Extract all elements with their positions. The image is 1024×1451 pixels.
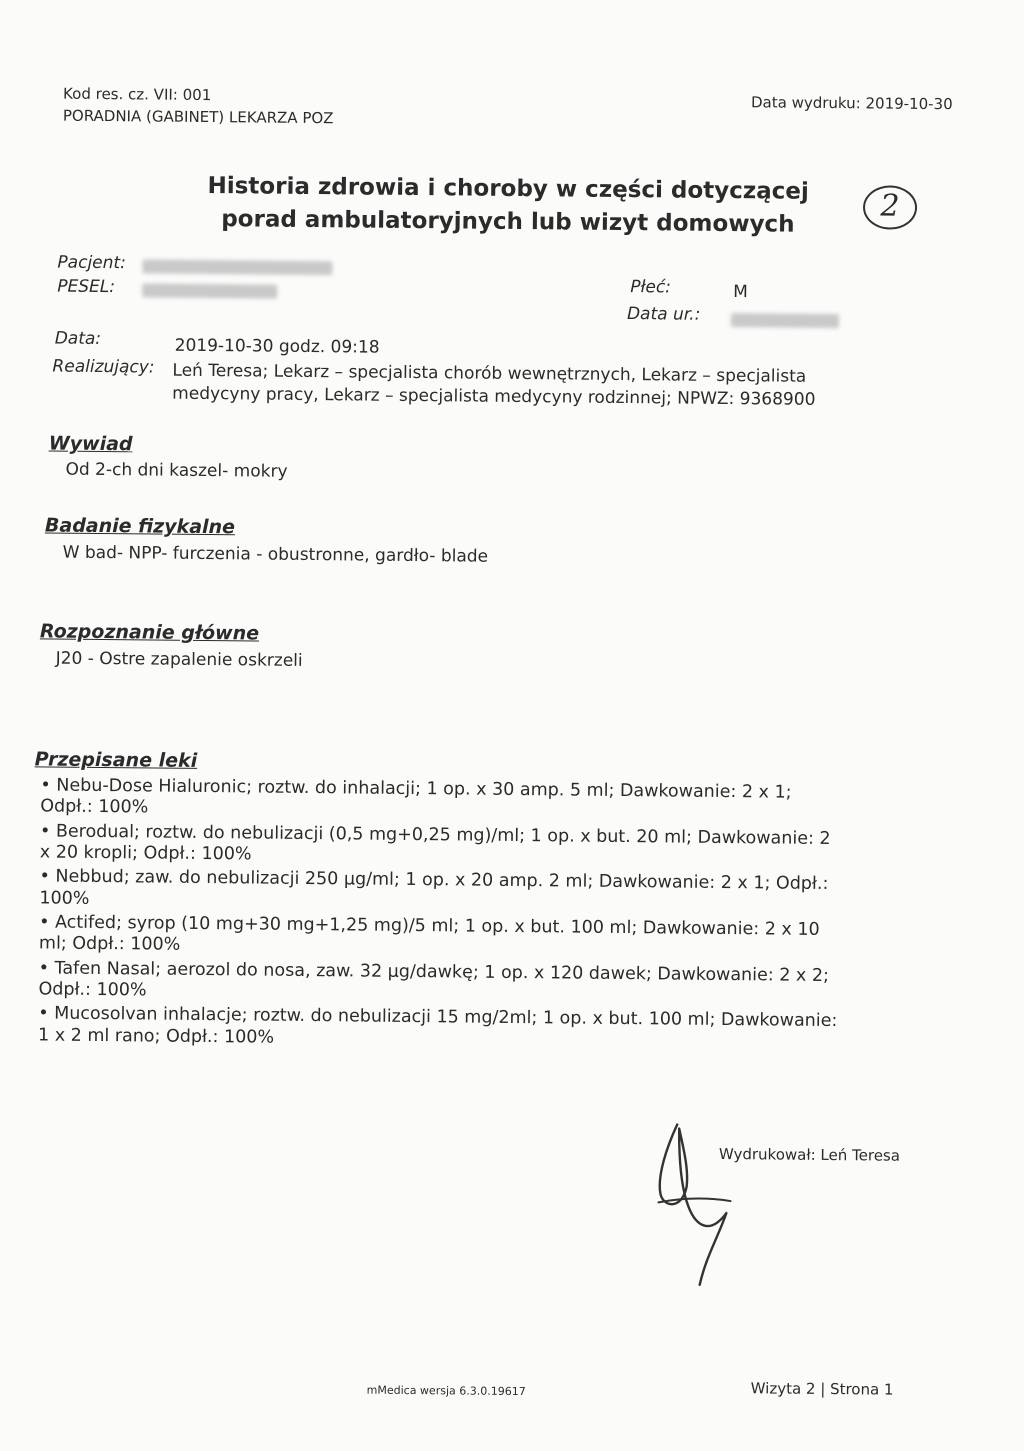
plec-label: Płeć: — [630, 277, 672, 298]
medication-item: • Nebbud; zaw. do nebulizacji 250 µg/ml; 1 op. x 20 amp. 2 ml; Dawkowanie: 2 x 1; Odpł.: 100% — [39, 866, 829, 909]
wydrukowal: Wydrukował: Leń Teresa — [718, 1144, 901, 1165]
badanie-text: W bad- NPP- furczenia - obustronne, gardło- blade — [62, 542, 489, 567]
realizujacy-line2: medycyny pracy, Lekarz – specjalista medycyny rodzinnej; NPWZ: 9368900 — [172, 383, 816, 410]
redacted-pesel — [142, 283, 277, 298]
rozpoznanie-text: J20 - Ostre zapalenie oskrzeli — [55, 648, 303, 671]
poradnia: PORADNIA (GABINET) LEKARZA POZ — [62, 106, 334, 128]
page-number: Wizyta 2 | Strona 1 — [750, 1379, 894, 1399]
medication-item: • Berodual; roztw. do nebulizacji (0,5 mg+0,25 mg)/ml; 1 op. x but. 20 ml; Dawkowanie: 2 x 20 kropli; Odpł.: 100% — [39, 821, 831, 865]
data-label: Data: — [54, 328, 102, 349]
data-ur-label: Data ur.: — [626, 304, 701, 325]
data-wydruku: Data wydruku: 2019-10-30 — [750, 93, 953, 114]
medication-item: • Nebu-Dose Hialuronic; roztw. do inhalacji; 1 op. x 30 amp. 5 ml; Dawkowanie: 2 x 1; Odpł.: 100% — [40, 775, 792, 818]
wywiad-text: Od 2-ch dni kaszel- mokry — [65, 459, 288, 482]
pesel-label: PESEL: — [57, 276, 116, 298]
medication-item: • Actifed; syrop (10 mg+30 mg+1,25 mg)/5 ml; 1 op. x but. 100 ml; Dawkowanie: 2 x 10 ml; Odpł.: 100% — [38, 912, 820, 956]
kod-res: Kod res. cz. VII: 001 — [63, 84, 212, 105]
realizujacy-line1: Leń Teresa; Lekarz – specjalista chorób wewnętrznych, Lekarz – specjalista — [172, 360, 807, 387]
medication-item: • Mucosolvan inhalacje; roztw. do nebulizacji 15 mg/2ml; 1 op. x but. 100 ml; Dawkowanie: 1 x 2 ml rano; Odpł.: 100% — [37, 1003, 838, 1048]
realizujacy-label: Realizujący: — [52, 356, 155, 378]
medication-list — [38, 775, 901, 1057]
rozpoznanie-heading: Rozpoznanie główne — [39, 620, 260, 645]
medication-item: • Tafen Nasal; aerozol do nosa, zaw. 32 µg/dawkę; 1 op. x 120 dawek; Dawkowanie: 2 x 2; Odpł.: 100% — [38, 958, 830, 1001]
pacjent-label: Pacjent: — [57, 252, 126, 274]
handwritten-number-mark: 2 — [863, 185, 917, 230]
software-version: mMedica wersja 6.3.0.19617 — [366, 1383, 526, 1399]
wywiad-heading: Wywiad — [48, 432, 133, 456]
document-title: Historia zdrowia i choroby w części dotyczącej porad ambulatoryjnych lub wizyt domowych — [207, 173, 809, 238]
leki-heading: Przepisane leki — [34, 748, 198, 772]
handwritten-signature — [648, 1116, 740, 1292]
data-value: 2019-10-30 godz. 09:18 — [174, 335, 380, 358]
redacted-patient-name — [142, 259, 332, 275]
plec-value: M — [733, 282, 748, 303]
redacted-birth-date — [731, 313, 839, 328]
badanie-heading: Badanie fizykalne — [44, 514, 236, 539]
